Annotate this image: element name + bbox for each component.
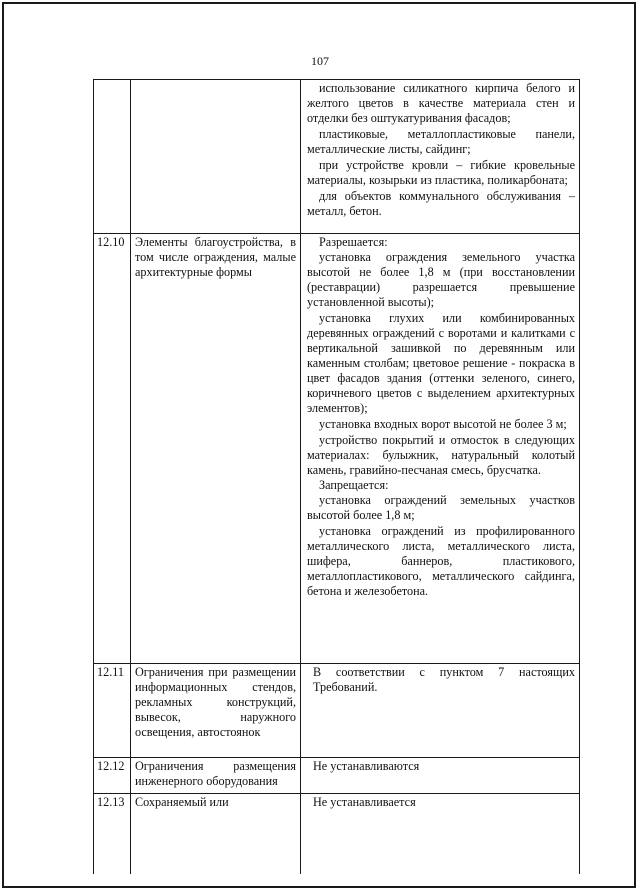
paragraph: установка входных ворот высотой не более 3 м; [319,417,567,431]
paragraph: пластиковые, металлопластиковые панели, металлические листы, сайдинг; [307,127,575,156]
paragraph: установка глухих или комбинированных деревянных ограждений с воротами и калитками с вертикальной зашивкой по деревянным или каменным столбам; цветовое решение - покраска в цвет фасадов здания (оттенки зеленого, синего, коричневого цветов с выделением архитектурных элементов); [307,311,575,415]
table-row [94,80,580,234]
paragraph: установка ограждений из профилированного металлического листа, металлического листа, шифера, баннеров, пластикового, металлопластикового, металлического сайдинга, бетона и железобетона. [307,524,575,598]
paragraph: использование силикатного кирпича белого и желтого цветов в качестве материала стен и отделки без оштукатуривания фасадов; [307,81,575,125]
row-name-text: Ограничения размещения инженерного оборудования [135,759,296,788]
row-text [301,234,580,664]
row-text [301,758,580,794]
requirements-table [93,79,580,874]
page-number: 107 [311,54,329,68]
table-row [94,758,580,794]
paragraph: устройство покрытий и отмосток в следующих материалах: булыжник, натуральный колотый камень, гравийно-песчаная смесь, брусчатка. [307,433,575,477]
table-row [94,664,580,758]
row-text [301,80,580,234]
row-name [131,758,301,794]
row-number [94,80,131,234]
row-number: 12.10 [94,234,131,664]
row-name [131,234,301,664]
row-name-text: Ограничения при размещении информационных стендов, рекламных конструкций, вывесок, наружного освещения, автостоянок [135,665,296,739]
row-number: 12.13 [94,794,131,874]
paragraph: Не устанавливается [313,795,416,809]
paragraph-heading: Запрещается: [319,478,389,492]
row-text [301,664,580,758]
row-name-text: Элементы благоустройства, в том числе ограждения, малые архитектурные формы [135,235,296,279]
paragraph: установка ограждения земельного участка высотой не более 1,8 м (при восстановлении (реставрации) разрешается превышение установленной высоты); [307,250,575,309]
paragraph: при устройстве кровли – гибкие кровельные материалы, козырьки из пластика, поликарбоната; [307,158,575,187]
row-number: 12.11 [94,664,131,758]
paragraph: для объектов коммунального обслуживания – металл, бетон. [307,189,575,218]
table-row [94,234,580,664]
paragraph: В соответствии с пунктом 7 настоящих Требований. [313,665,575,694]
table-row [94,794,580,874]
paragraph-heading: Разрешается: [319,235,388,249]
row-name-text: Сохраняемый или [135,795,229,809]
row-name [131,80,301,234]
paragraph: Не устанавливаются [313,759,420,773]
row-name [131,794,301,874]
paragraph: установка ограждений земельных участков высотой более 1,8 м; [307,493,575,522]
row-text [301,794,580,874]
row-number: 12.12 [94,758,131,794]
row-name [131,664,301,758]
